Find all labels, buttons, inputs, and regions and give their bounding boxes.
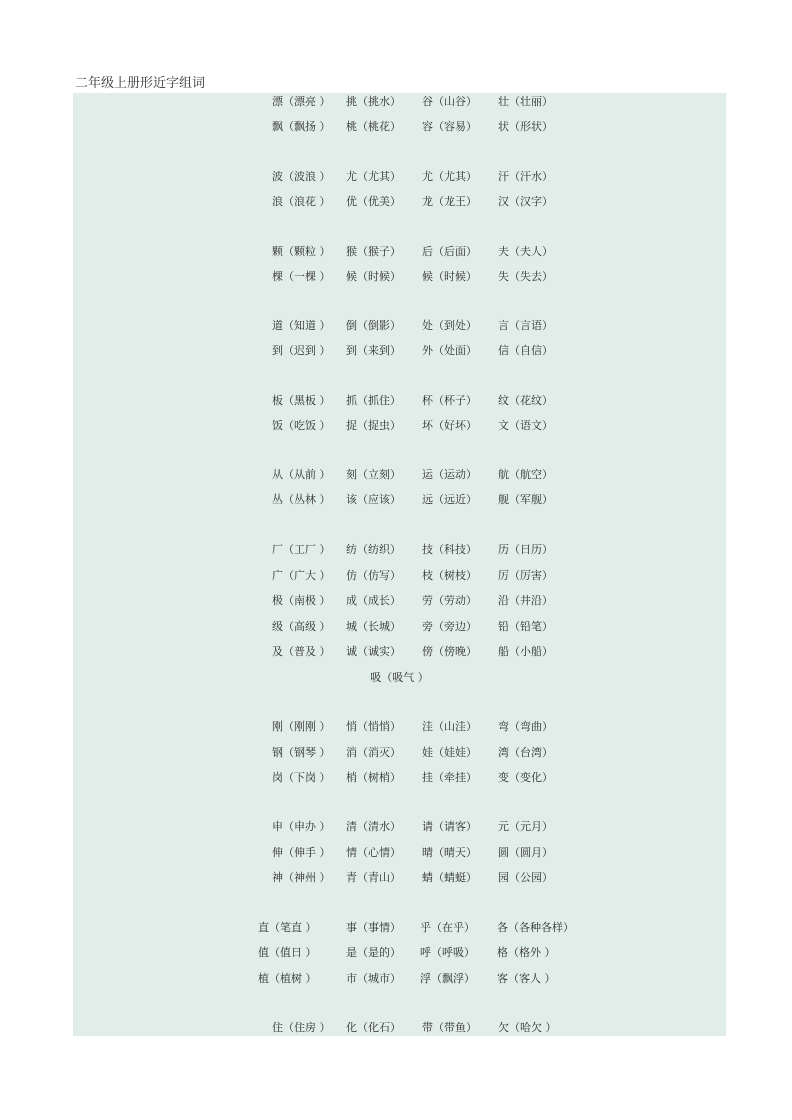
word-entry: 龙（龙王） xyxy=(422,195,477,208)
word-entry: 刻（立刻） xyxy=(346,468,401,481)
word-entry: 到（来到） xyxy=(346,344,401,357)
word-entry: 仿（仿写） xyxy=(346,569,401,582)
word-entry: 格（格外 ） xyxy=(497,946,556,959)
word-entry: 优（优美） xyxy=(346,195,401,208)
word-entry: 青（青山） xyxy=(346,871,401,884)
word-entry: 外（处面） xyxy=(422,344,477,357)
word-entry: 清（清水） xyxy=(346,820,401,833)
word-row xyxy=(73,719,726,735)
word-row xyxy=(73,870,726,886)
word-entry: 各（各种各样） xyxy=(497,921,574,934)
word-entry: 客（客人 ） xyxy=(497,972,556,985)
word-row xyxy=(73,568,726,584)
word-entry: 娃（娃娃） xyxy=(422,746,477,759)
word-entry: 壮（壮丽） xyxy=(498,95,553,108)
word-entry: 挂（牵挂） xyxy=(422,771,477,784)
word-entry: 带（带鱼） xyxy=(422,1021,477,1034)
word-entry: 候（时候） xyxy=(346,270,401,283)
word-entry: 吸（吸气 ） xyxy=(370,671,429,684)
word-row xyxy=(73,244,726,260)
word-entry: 级（高级 ） xyxy=(272,620,331,633)
word-entry: 抓（抓住） xyxy=(346,394,401,407)
word-entry: 洼（山洼） xyxy=(422,720,477,733)
word-entry: 桃（桃花） xyxy=(346,120,401,133)
word-entry: 坏（好坏） xyxy=(422,419,477,432)
word-row xyxy=(73,819,726,835)
word-entry: 晴（晴天） xyxy=(422,846,477,859)
word-row xyxy=(73,318,726,334)
word-row xyxy=(73,418,726,434)
word-entry: 道（知道 ） xyxy=(272,319,331,332)
word-entry: 元（元月） xyxy=(498,820,553,833)
word-row xyxy=(73,169,726,185)
word-entry: 钢（钢琴 ） xyxy=(272,746,331,759)
word-entry: 候（时候） xyxy=(422,270,477,283)
word-entry: 波（波浪 ） xyxy=(272,170,331,183)
word-entry: 是（是的） xyxy=(346,946,401,959)
word-entry: 化（化石） xyxy=(346,1021,401,1034)
document-title: 二年级上册形近字组词 xyxy=(75,76,206,91)
word-entry: 广（广大 ） xyxy=(272,569,331,582)
word-entry: 纹（花纹） xyxy=(498,394,553,407)
word-entry: 情（心情） xyxy=(346,846,401,859)
word-entry: 飘（飘扬 ） xyxy=(272,120,331,133)
word-row xyxy=(73,619,726,635)
word-row xyxy=(73,845,726,861)
word-entry: 浮（飘浮） xyxy=(420,972,475,985)
word-row xyxy=(73,467,726,483)
word-entry: 申（申办 ） xyxy=(272,820,331,833)
word-entry: 成（成长） xyxy=(346,594,401,607)
word-entry: 板（黑板 ） xyxy=(272,394,331,407)
word-row xyxy=(73,343,726,359)
word-row xyxy=(73,920,726,936)
word-entry: 从（从前 ） xyxy=(272,468,331,481)
word-row xyxy=(73,1020,726,1036)
word-entry: 乎（在乎） xyxy=(420,921,475,934)
word-entry: 技（科技） xyxy=(422,543,477,556)
word-entry: 船（小船） xyxy=(498,645,553,658)
word-entry: 请（请客） xyxy=(422,820,477,833)
word-entry: 纺（纺织） xyxy=(346,543,401,556)
word-row xyxy=(73,194,726,210)
word-entry: 漂（漂亮 ） xyxy=(272,95,331,108)
word-entry: 弯（弯曲） xyxy=(498,720,553,733)
word-entry: 值（值日 ） xyxy=(258,946,317,959)
word-entry: 消（消灭） xyxy=(346,746,401,759)
word-entry: 诚（诚实） xyxy=(346,645,401,658)
word-entry: 言（言语） xyxy=(498,319,553,332)
word-entry: 尤（尤其） xyxy=(422,170,477,183)
word-row xyxy=(73,269,726,285)
word-entry: 直（笔直 ） xyxy=(258,921,317,934)
word-entry: 猴（猴子） xyxy=(346,245,401,258)
word-entry: 挑（挑水） xyxy=(346,95,401,108)
word-entry: 劳（劳动） xyxy=(422,594,477,607)
word-row xyxy=(73,593,726,609)
word-entry: 舰（军舰） xyxy=(498,493,553,506)
word-entry: 事（事情） xyxy=(346,921,401,934)
word-row xyxy=(73,94,726,110)
word-entry: 颗（颗粒 ） xyxy=(272,245,331,258)
word-entry: 岗（下岗 ） xyxy=(272,771,331,784)
word-entry: 远（远近） xyxy=(422,493,477,506)
word-entry: 城（长城） xyxy=(346,620,401,633)
word-row xyxy=(73,492,726,508)
word-row xyxy=(73,670,726,686)
word-entry: 历（日历） xyxy=(498,543,553,556)
word-entry: 市（城市） xyxy=(346,972,401,985)
word-entry: 变（变化） xyxy=(498,771,553,784)
word-entry: 植（植树 ） xyxy=(258,972,317,985)
word-entry: 呼（呼吸） xyxy=(420,946,475,959)
word-entry: 饭（吃饭 ） xyxy=(272,419,331,432)
word-entry: 悄（悄悄） xyxy=(346,720,401,733)
word-entry: 丛（丛林 ） xyxy=(272,493,331,506)
word-entry: 捉（捉虫） xyxy=(346,419,401,432)
word-entry: 蜻（蜻蜓） xyxy=(422,871,477,884)
word-entry: 棵（一棵 ） xyxy=(272,270,331,283)
word-entry: 运（运动） xyxy=(422,468,477,481)
word-row xyxy=(73,770,726,786)
word-row xyxy=(73,971,726,987)
word-entry: 到（迟到 ） xyxy=(272,344,331,357)
word-entry: 文（语文） xyxy=(498,419,553,432)
word-entry: 铅（铅笔） xyxy=(498,620,553,633)
word-entry: 浪（浪花 ） xyxy=(272,195,331,208)
word-entry: 谷（山谷） xyxy=(422,95,477,108)
word-row xyxy=(73,542,726,558)
word-row xyxy=(73,644,726,660)
word-entry: 欠（哈欠 ） xyxy=(498,1021,557,1034)
word-entry: 航（航空） xyxy=(498,468,553,481)
word-entry: 伸（伸手 ） xyxy=(272,846,331,859)
word-entry: 汗（汗水） xyxy=(498,170,553,183)
word-entry: 信（自信） xyxy=(498,344,553,357)
word-entry: 失（失去） xyxy=(498,270,553,283)
word-entry: 夫（夫人） xyxy=(498,245,553,258)
word-entry: 后（后面） xyxy=(422,245,477,258)
word-entry: 枝（树枝） xyxy=(422,569,477,582)
word-entry: 梢（树梢） xyxy=(346,771,401,784)
word-entry: 厂（工厂 ） xyxy=(272,543,331,556)
word-entry: 状（形状） xyxy=(498,120,553,133)
word-entry: 刚（刚刚 ） xyxy=(272,720,331,733)
word-entry: 汉（汉字） xyxy=(498,195,553,208)
word-entry: 该（应该） xyxy=(346,493,401,506)
word-entry: 容（容易） xyxy=(422,120,477,133)
word-entry: 厉（厉害） xyxy=(498,569,553,582)
word-entry: 住（住房 ） xyxy=(272,1021,331,1034)
word-row xyxy=(73,745,726,761)
word-entry: 神（神州 ） xyxy=(272,871,331,884)
word-entry: 极（南极 ） xyxy=(272,594,331,607)
word-entry: 园（公园） xyxy=(498,871,553,884)
word-row xyxy=(73,119,726,135)
word-row xyxy=(73,945,726,961)
word-entry: 杯（杯子） xyxy=(422,394,477,407)
word-entry: 倒（倒影） xyxy=(346,319,401,332)
word-row xyxy=(73,393,726,409)
word-entry: 沿（井沿） xyxy=(498,594,553,607)
word-entry: 圆（圆月） xyxy=(498,846,553,859)
word-entry: 处（到处） xyxy=(422,319,477,332)
word-table-panel xyxy=(73,93,726,1036)
word-entry: 旁（旁边） xyxy=(422,620,477,633)
word-entry: 及（普及 ） xyxy=(272,645,331,658)
word-entry: 湾（台湾） xyxy=(498,746,553,759)
word-entry: 尤（尤其） xyxy=(346,170,401,183)
word-entry: 傍（傍晚） xyxy=(422,645,477,658)
